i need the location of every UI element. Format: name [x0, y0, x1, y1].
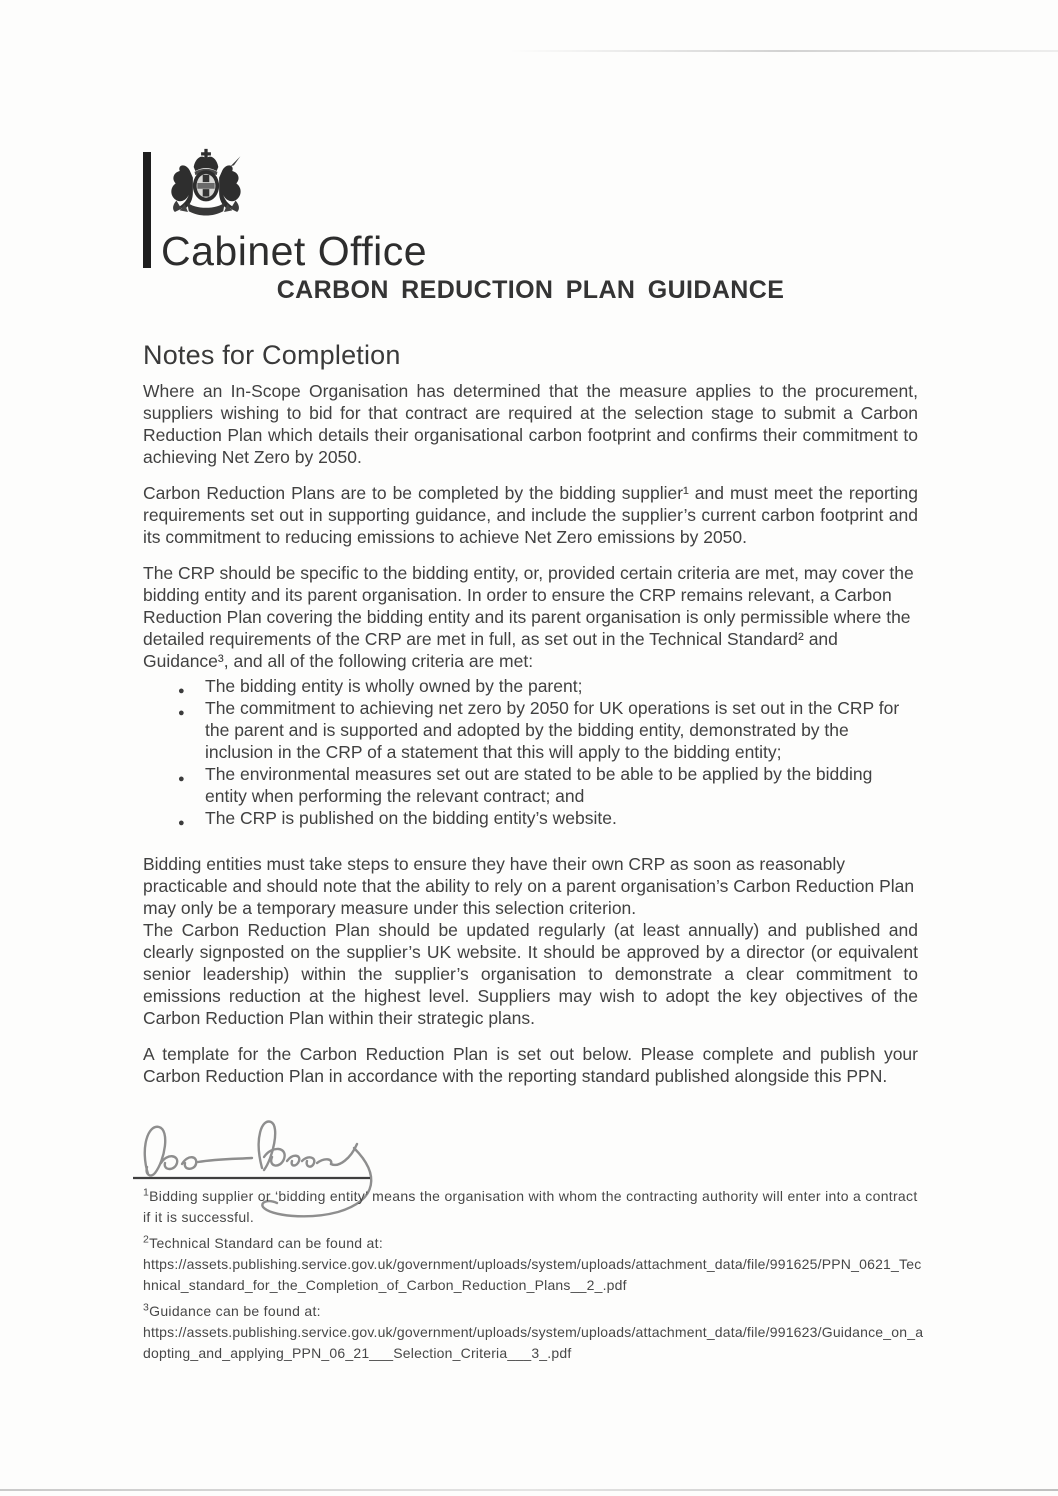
footnote-3 — [143, 1301, 925, 1364]
bullet-text: The environmental measures set out are stated to be able to be applied by the bidding entity when performing the relevant contract; and — [205, 764, 873, 806]
bullet-icon: ● — [178, 817, 185, 829]
scan-artifact-line-top — [510, 50, 1058, 52]
logo-vertical-bar — [143, 152, 151, 268]
section-heading: Notes for Completion — [143, 340, 401, 370]
bullet-text: The commitment to achieving net zero by 2050 for UK operations is set out in the CRP for the parent and is supported and adopted by the bidding entity, demonstrated by the inclusion in the CRP of a statement that this will apply to the bidding entity; — [205, 698, 900, 762]
footnote-url: https://assets.publishing.service.gov.uk/government/uploads/system/uploads/attachment_data/file/991625/PPN_0621_Technical_standard_for_the_Completion_of_Carbon_Reduction_Plans__2_.pdf — [143, 1256, 922, 1293]
bullet-text: The bidding entity is wholly owned by the parent; — [205, 676, 583, 696]
paragraph-own-crp: Bidding entities must take steps to ensure they have their own CRP as soon as reasonably practicable and should note that the ability to rely on a parent organisation’s Carbon Reduction Plan may only be a temporary measure under this selection criterion. — [143, 854, 915, 918]
footnotes — [143, 1186, 925, 1369]
bullet-icon: ● — [178, 685, 185, 697]
bullet-icon: ● — [178, 773, 185, 785]
footnote-1 — [143, 1186, 925, 1228]
paragraph-crp-specificity: The CRP should be specific to the bidding entity, or, provided certain criteria are met, may cover the bidding entity and its parent organisation. In order to ensure the CRP remains relevant, a Carbon Reduction Plan covering the bidding entity and its parent organisation is only permissible where the detailed requirements of the CRP are met in full, as set out in the Technical Standard² and Guidance³, and all of the following criteria are met: — [143, 563, 914, 671]
footnote-text: Bidding supplier or ‘bidding entity’ means the organisation with whom the contracting authority will enter into a contract if it is successful. — [143, 1188, 918, 1225]
paragraph-update-regularly: The Carbon Reduction Plan should be updated regularly (at least annually) and published and clearly signposted on the supplier’s UK website. It should be approved by a director (or equivalent senior leadership) within the supplier’s organisation to demonstrate a clear commitment to emissions reduction at the highest level. Suppliers may wish to adopt the key objectives of the Carbon Reduction Plan within their strategic plans. — [143, 920, 918, 1028]
footnote-marker: 2 — [143, 1233, 150, 1246]
paragraph-crp-completion: Carbon Reduction Plans are to be completed by the bidding supplier¹ and must meet the reporting requirements set out in supporting guidance, and include the supplier’s current carbon footprint and its commitment to reducing emissions to achieve Net Zero emissions by 2050. — [143, 483, 918, 547]
paragraph-template: A template for the Carbon Reduction Plan is set out below. Please complete and publish your Carbon Reduction Plan in accordance with the reporting standard published alongside this PPN. — [143, 1044, 918, 1086]
footnote-marker: 3 — [143, 1301, 150, 1314]
paragraph-in-scope: Where an In-Scope Organisation has determined that the measure applies to the procurement, suppliers wishing to bid for that contract are required at the selection stage to submit a Carbon Reduction Plan which details their organisational carbon footprint and confirms their commitment to achieving Net Zero by 2050. — [143, 381, 918, 467]
list-item — [143, 675, 918, 697]
footnote-text: Technical Standard can be found at: — [149, 1235, 384, 1251]
criteria-bullet-list — [143, 675, 918, 829]
scan-artifact-line-bottom — [0, 1489, 1058, 1491]
document-title: CARBON REDUCTION PLAN GUIDANCE — [276, 276, 785, 304]
bullet-icon: ● — [178, 707, 185, 719]
list-item — [143, 763, 918, 807]
list-item — [143, 697, 918, 763]
bullet-text: The CRP is published on the bidding entity’s website. — [205, 808, 617, 828]
list-item — [143, 807, 918, 829]
footnote-text: Guidance can be found at: — [149, 1303, 321, 1319]
document-body — [143, 338, 918, 1087]
department-name: Cabinet Office — [161, 228, 428, 274]
royal-coat-of-arms-icon — [165, 148, 247, 227]
footnote-2 — [143, 1233, 925, 1296]
footnote-marker: 1 — [143, 1186, 150, 1199]
footnote-url: https://assets.publishing.service.gov.uk/government/uploads/system/uploads/attachment_data/file/991623/Guidance_on_adopting_and_applying_PPN_06_21___Selection_Criteria___3_.pdf — [143, 1324, 924, 1361]
